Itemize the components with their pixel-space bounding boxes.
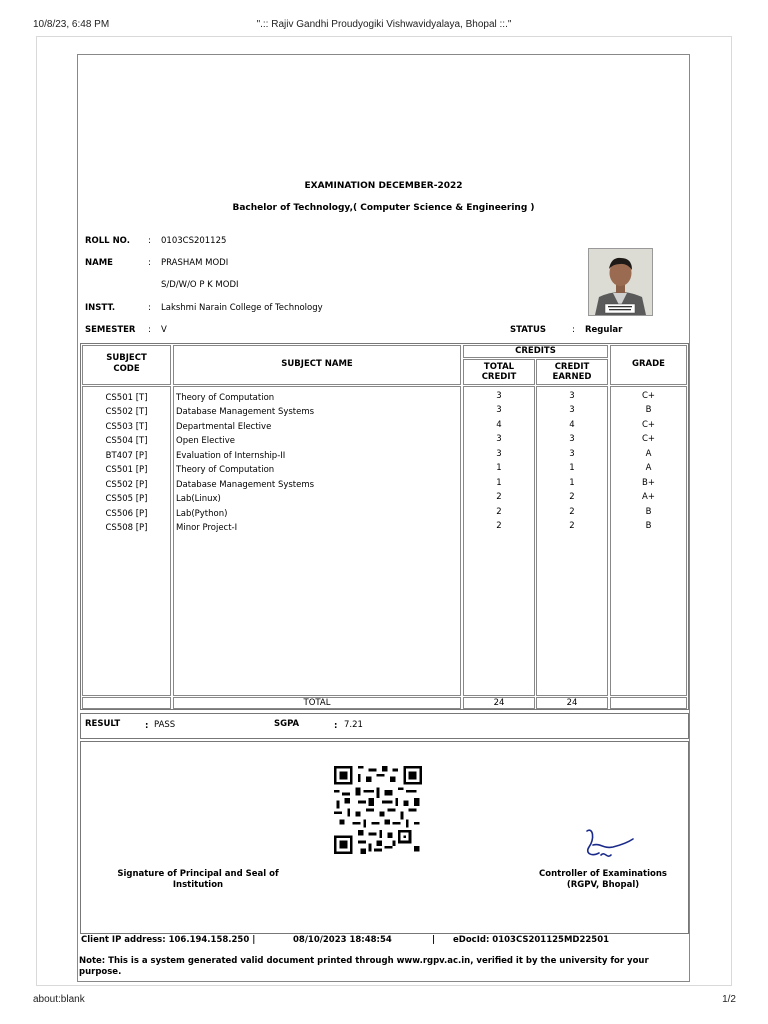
row-grade: B: [645, 521, 652, 531]
row-code: CS501 [P]: [105, 465, 148, 475]
header-credit-earned-line2: EARNED: [552, 372, 592, 382]
status-value: Regular: [585, 325, 623, 335]
semester-label: SEMESTER: [85, 325, 136, 335]
parent-value: S/D/W/O P K MODI: [161, 280, 239, 290]
row-code: BT407 [P]: [105, 451, 148, 461]
student-photo-image: [589, 249, 652, 315]
row-subject-name: Lab(Python): [176, 509, 228, 519]
status-colon: :: [572, 325, 575, 335]
semester-value: V: [161, 325, 167, 335]
row-code: CS502 [P]: [105, 480, 148, 490]
row-total-credit: 1: [496, 478, 502, 488]
row-total-credit: 3: [496, 391, 502, 401]
row-total-credit: 3: [496, 405, 502, 415]
total-credit: 24: [493, 698, 505, 708]
header-subject-code-line1: SUBJECT: [106, 353, 147, 363]
row-credit-earned: 1: [569, 478, 575, 488]
name-label: NAME: [85, 258, 113, 268]
roll-label: ROLL NO.: [85, 236, 130, 246]
row-credit-earned: 3: [569, 391, 575, 401]
result-label: RESULT: [85, 719, 121, 729]
row-subject-name: Lab(Linux): [176, 494, 221, 504]
principal-signature-line1: Signature of Principal and Seal of: [117, 869, 279, 879]
controller-signature-line1: Controller of Examinations: [539, 869, 667, 879]
semester-colon: :: [148, 325, 151, 335]
row-credit-earned: 2: [569, 521, 575, 531]
exam-title: EXAMINATION DECEMBER-2022: [304, 181, 463, 191]
instt-label: INSTT.: [85, 303, 116, 313]
row-total-credit: 1: [496, 463, 502, 473]
header-subject-code-line2: CODE: [113, 364, 140, 374]
result-value: PASS: [154, 720, 176, 730]
result-colon: :: [145, 721, 149, 731]
qr-code-icon: [334, 765, 422, 855]
row-code: CS503 [T]: [105, 422, 148, 432]
header-grade: GRADE: [632, 359, 665, 369]
header-total-credit-line2: CREDIT: [481, 372, 517, 382]
row-subject-name: Database Management Systems: [176, 480, 315, 490]
row-grade: A: [645, 463, 652, 473]
header-credits: CREDITS: [515, 346, 556, 356]
roll-value: 0103CS201125: [161, 236, 227, 246]
row-total-credit: 4: [496, 420, 502, 430]
principal-signature-line2: Institution: [172, 880, 224, 890]
row-subject-name: Departmental Elective: [176, 422, 272, 432]
instt-colon: :: [148, 303, 151, 313]
row-subject-name: Open Elective: [176, 436, 235, 446]
row-subject-name: Theory of Computation: [176, 465, 275, 475]
row-subject-name: Minor Project-I: [176, 523, 238, 533]
print-datetime: 10/8/23, 6:48 PM: [33, 19, 110, 30]
print-url: about:blank: [33, 994, 85, 1005]
row-grade: A: [645, 449, 652, 459]
print-footer: [0, 990, 768, 1020]
row-credit-earned: 1: [569, 463, 575, 473]
row-grade: A+: [642, 492, 655, 502]
row-subject-name: Database Management Systems: [176, 407, 315, 417]
row-credit-earned: 3: [569, 449, 575, 459]
header-subject-name: SUBJECT NAME: [281, 359, 353, 369]
system-note: Note: This is a system generated valid document printed through www.rgpv.ac.in, verified it by the university for your purpose.: [79, 956, 649, 977]
controller-signature-line2: (RGPV, Bhopal): [566, 880, 640, 890]
row-total-credit: 2: [496, 521, 502, 531]
edoc-id: eDocId: 0103CS201125MD22501: [453, 935, 610, 945]
row-grade: B: [645, 405, 652, 415]
total-label: TOTAL: [303, 698, 331, 708]
row-credit-earned: 4: [569, 420, 575, 430]
row-code: CS508 [P]: [105, 523, 148, 533]
sgpa-value: 7.21: [344, 720, 363, 730]
row-code: CS504 [T]: [105, 436, 148, 446]
row-grade: C+: [641, 434, 656, 444]
sgpa-colon: :: [334, 721, 338, 731]
row-code: CS502 [T]: [105, 407, 148, 417]
row-total-credit: 3: [496, 434, 502, 444]
row-credit-earned: 2: [569, 507, 575, 517]
total-earned: 24: [566, 698, 578, 708]
row-credit-earned: 2: [569, 492, 575, 502]
roll-colon: :: [148, 236, 151, 246]
print-timestamp: 08/10/2023 18:48:54: [293, 935, 392, 945]
row-grade: B: [645, 507, 652, 517]
row-grade: C+: [641, 391, 656, 401]
status-label: STATUS: [510, 325, 547, 335]
total-grade-cell: [610, 697, 687, 709]
row-code: CS506 [P]: [105, 509, 148, 519]
row-credit-earned: 3: [569, 405, 575, 415]
row-code: CS501 [T]: [105, 393, 148, 403]
marksheet: [77, 54, 690, 982]
controller-signature-icon: [573, 825, 638, 863]
row-total-credit: 3: [496, 449, 502, 459]
name-colon: :: [148, 258, 151, 268]
student-photo: [588, 248, 653, 316]
print-page-title: ".:: Rajiv Gandhi Proudyogiki Vishwavidyalaya, Bhopal ::.": [256, 19, 512, 30]
row-grade: B+: [642, 478, 655, 488]
print-header: [0, 0, 768, 40]
print-page-number: 1/2: [722, 994, 736, 1005]
instt-value: Lakshmi Narain College of Technology: [161, 303, 323, 313]
row-subject-name: Evaluation of Internship-II: [176, 451, 286, 461]
row-credit-earned: 3: [569, 434, 575, 444]
row-total-credit: 2: [496, 507, 502, 517]
row-subject-name: Theory of Computation: [176, 393, 275, 403]
name-value: PRASHAM MODI: [161, 258, 229, 268]
total-code-cell: [82, 697, 171, 709]
programme-title: Bachelor of Technology,( Computer Science & Engineering ): [232, 203, 535, 213]
row-total-credit: 2: [496, 492, 502, 502]
sgpa-label: SGPA: [274, 719, 300, 729]
header-credit-earned-line1: CREDIT: [554, 362, 590, 372]
separator: |: [432, 935, 436, 945]
header-total-credit-line1: TOTAL: [483, 362, 515, 372]
row-grade: C+: [641, 420, 656, 430]
row-code: CS505 [P]: [105, 494, 148, 504]
client-ip: Client IP address: 106.194.158.250 |: [81, 935, 256, 945]
